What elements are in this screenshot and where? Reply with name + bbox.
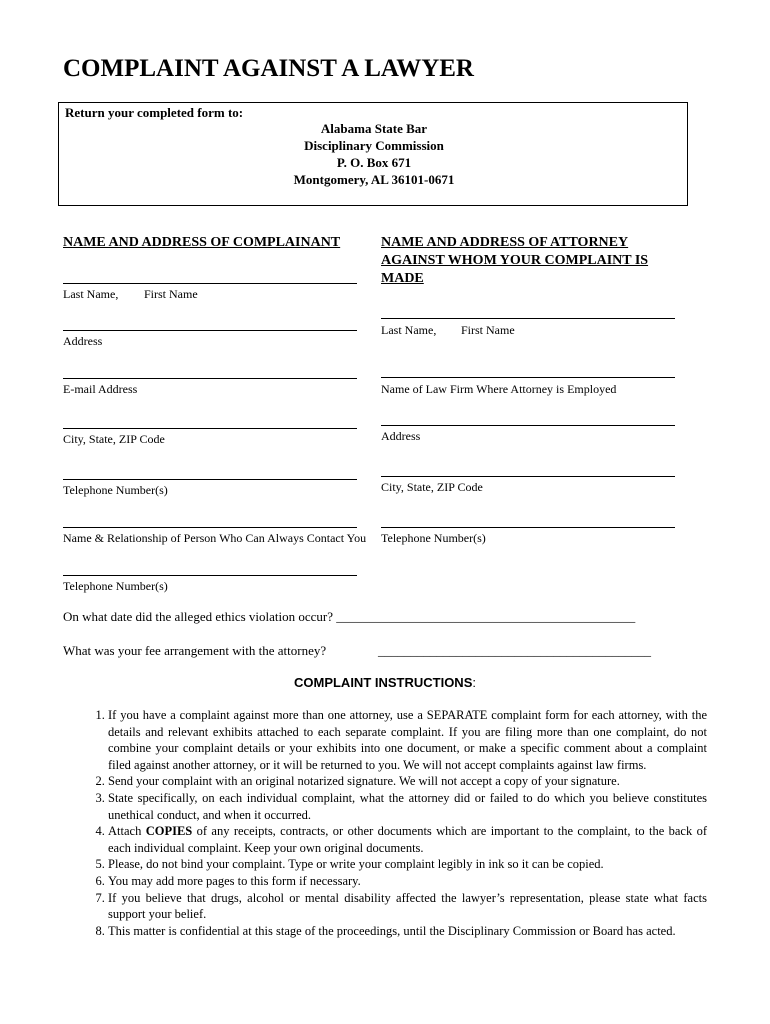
instruction-item [108,823,707,856]
contact-person-line[interactable] [63,527,357,528]
instruction-item: 7. If you believe that drugs, alcohol or mental disability affected the lawyer’s representation, please state what facts support your belief. [108,890,707,923]
address-line: Montgomery, AL 36101-0671 [293,172,455,187]
attorney-address-line[interactable] [381,425,675,426]
law-firm-label: Name of Law Firm Where Attorney is Employed [381,382,617,396]
instruction-text: of any receipts, contracts, or other documents which are important to the complaint, to the back of each individual complaint. Keep your own original documents. [108,824,708,855]
complainant-city-label: City, State, ZIP Code [63,432,165,446]
address-line: Disciplinary Commission [304,138,444,153]
attorney-address-label: Address [381,429,421,443]
complainant-heading: NAME AND ADDRESS OF COMPLAINANT [63,235,341,250]
complainant-telephone-line[interactable] [63,479,357,480]
contact-telephone-line[interactable] [63,575,357,576]
attorney-city-line[interactable] [381,476,675,477]
instruction-item: 3. State specifically, on each individual complaint, what the attorney did or failed to do which you believe constitutes unethical conduct, and when it occurred. [108,790,707,823]
contact-telephone-label: Telephone Number(s) [63,579,168,593]
instruction-emphasis: COPIES [145,824,193,839]
mailing-address [59,120,689,188]
law-firm-line[interactable] [381,377,675,378]
complainant-last-name-label: Last Name, [63,287,119,301]
return-label: Return your completed form to: [65,105,244,120]
page-title: COMPLAINT AGAINST A LAWYER [63,55,474,82]
instruction-item: 6. You may add more pages to this form if necessary. [108,873,707,890]
address-line: Alabama State Bar [320,121,428,136]
complainant-name-line[interactable] [63,283,357,284]
instructions-heading-colon: : [472,675,476,690]
complainant-address-line[interactable] [63,330,357,331]
instruction-item: 2. Send your complaint with an original notarized signature. We will not accept a copy of your signature. [108,773,707,790]
complainant-address-label: Address [63,334,103,348]
complainant-city-line[interactable] [63,428,357,429]
complainant-email-label: E-mail Address [63,382,138,396]
attorney-name-line[interactable] [381,318,675,319]
attorney-telephone-line[interactable] [381,527,675,528]
return-address-box [58,102,688,206]
attorney-city-label: City, State, ZIP Code [381,480,483,494]
instructions-list [64,707,707,939]
complainant-first-name-label: First Name [144,287,198,301]
attorney-heading: NAME AND ADDRESS OF ATTORNEY AGAINST WHOM YOUR COMPLAINT IS MADE [381,235,649,286]
fee-arrangement-label: What was your fee arrangement with the attorney? [63,643,327,658]
fee-arrangement-field[interactable]: __________________________________________ [378,643,651,658]
instruction-item: 8. This matter is confidential at this stage of the proceedings, until the Disciplinary Commission or Board has acted. [108,923,707,940]
violation-date-label: On what date did the alleged ethics violation occur? [63,609,334,624]
attorney-last-name-label: Last Name, [381,323,437,337]
address-line: P. O. Box 671 [336,155,412,170]
instruction-item: 5. Please, do not bind your complaint. Type or write your complaint legibly in ink so it can be copied. [108,856,707,873]
instructions-heading-text: COMPLAINT INSTRUCTIONS [293,675,473,690]
contact-person-label: Name & Relationship of Person Who Can Always Contact You [63,531,367,545]
attorney-first-name-label: First Name [461,323,515,337]
instructions-heading [0,675,770,690]
instruction-prefix: Attach [108,824,146,839]
complainant-email-line[interactable] [63,378,357,379]
violation-date-field[interactable]: ______________________________________________ [336,609,636,624]
violation-date-question [63,609,635,625]
complainant-telephone-label: Telephone Number(s) [63,483,168,497]
instruction-item: 1. If you have a complaint against more than one attorney, use a SEPARATE complaint form for each attorney, with the details and relevant exhibits attached to each separate complaint. If you are filing more than one complaint, do not combine your complaint details or your exhibits into one document, or make a specific comment about a complaint filed against another attorney, or it will be returned to you. We will not accept complaints against law firms. [108,707,707,773]
attorney-telephone-label: Telephone Number(s) [381,531,486,545]
